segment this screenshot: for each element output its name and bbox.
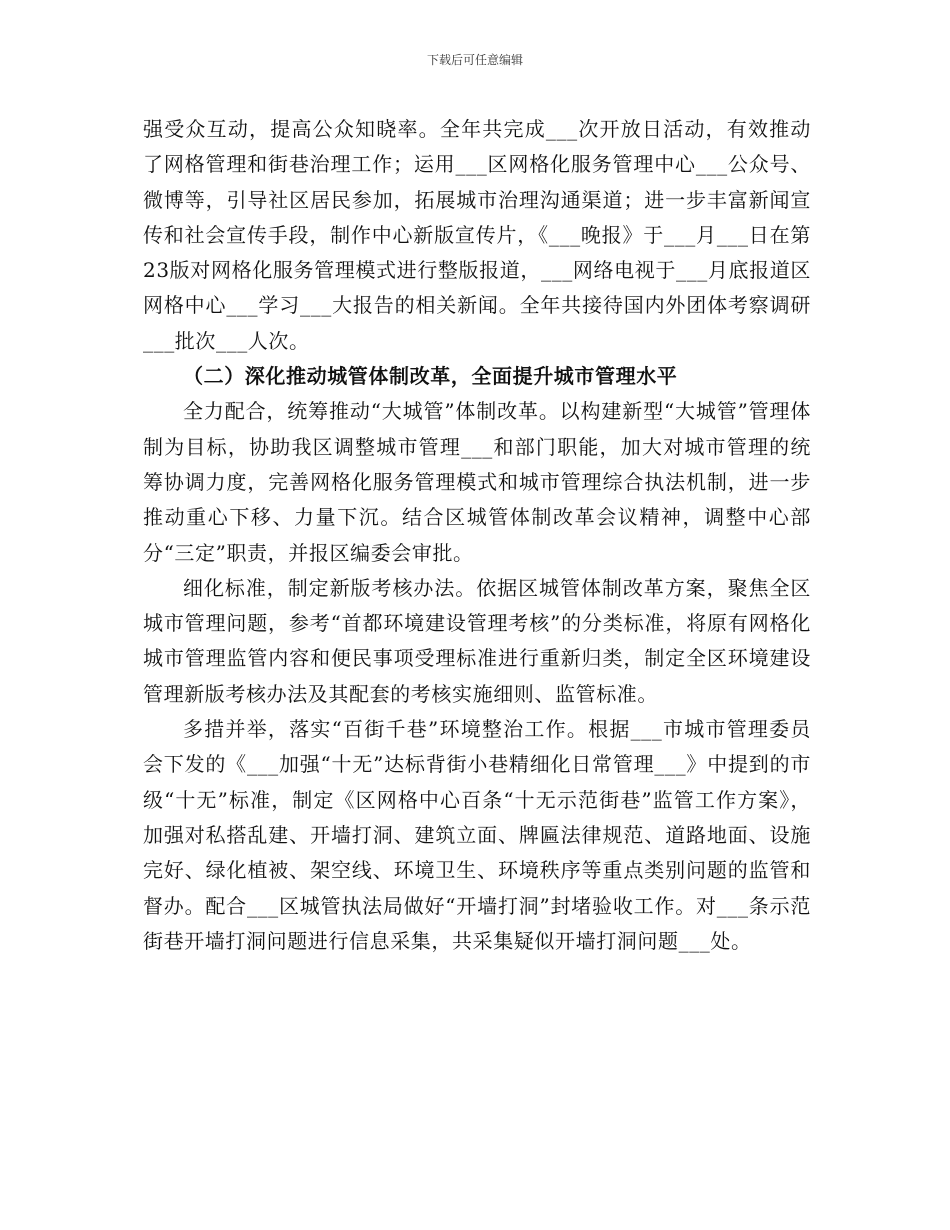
paragraph-reform: 全力配合，统筹推动“大城管”体制改革。以构建新型“大城管”管理体制为目标，协助我区调整城市管理___和部门职能，加大对城市管理的统筹协调力度，完善网格化服务管理模式和城市管理综合执法机制，进一步推动重心下移、力量下沉。结合区城管体制改革会议精神，调整中心部分“三定”职责，并报区编委会审批。 <box>143 399 811 565</box>
paragraph-street-renovation: 多措并举，落实“百街千巷”环境整治工作。根据___市城市管理委员会下发的《___加强“十无”达标背街小巷精细化日常管理___》中提到的市级“十无”标准，制定《区网格中心百条“十无示范街巷”监管工作方案》，加强对私搭乱建、开墙打洞、建筑立面、牌匾法律规范、道路地面、设施完好、绿化植被、架空线、环境卫生、环境秩序等重点类别问题的监管和督办。配合___区城管执法局做好“开墙打洞”封堵验收工作。对___条示范街巷开墙打洞问题进行信息采集，共采集疑似开墙打洞问题___处。 <box>143 717 811 953</box>
page-header-note: 下载后可任意编辑 <box>426 53 523 67</box>
paragraph-publicity: 强受众互动，提高公众知晓率。全年共完成___次开放日活动，有效推动了网格管理和街巷治理工作；运用___区网格化服务管理中心___公众号、微博等，引导社区居民参加，拓展城市治理沟通渠道；进一步丰富新闻宣传和社会宣传手段，制作中心新版宣传片，《___晚报》于___月___日在第23版对网格化服务管理模式进行整版报道，___网络电视于___月底报道区网格中心___学习___大报告的相关新闻。全年共接待国内外团体考察调研___批次___人次。 <box>143 117 811 353</box>
paragraph-standards: 细化标准，制定新版考核办法。依据区城管体制改革方案，聚焦全区城市管理问题，参考“首都环境建设管理考核”的分类标准，将原有网格化城市管理监管内容和便民事项受理标准进行重新归类，制定全区环境建设管理新版考核办法及其配套的考核实施细则、监管标准。 <box>143 575 811 706</box>
section-heading: （二）深化推动城管体制改革，全面提升城市管理水平 <box>183 364 678 389</box>
document-body <box>143 112 811 959</box>
